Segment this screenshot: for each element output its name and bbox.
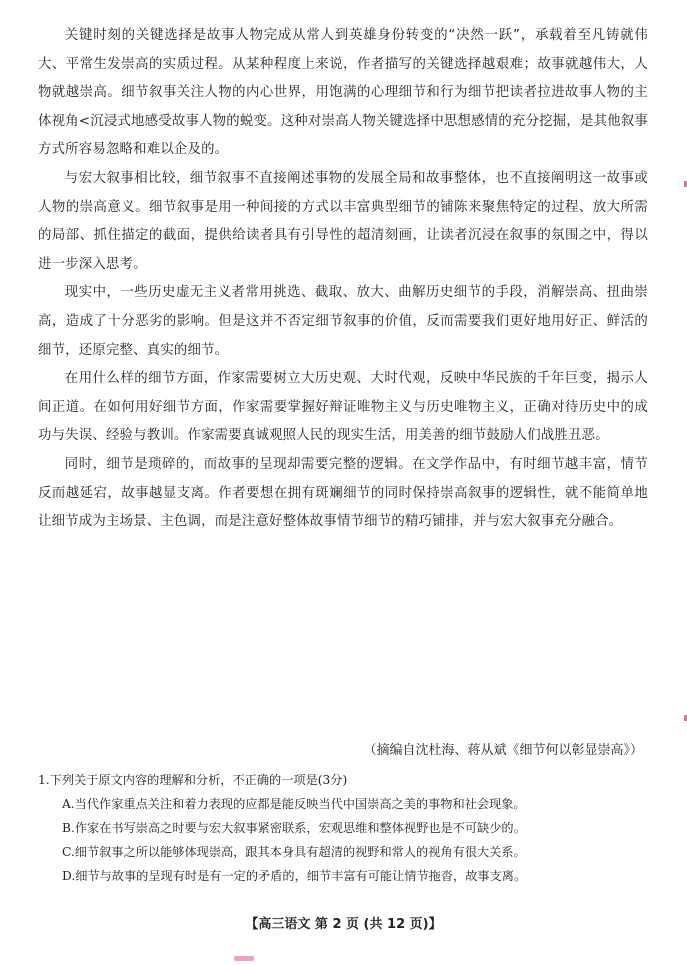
option-b: B.作家在书写崇高之时要与宏大叙事紧密联系，宏观思维和整体视野也是不可缺少的。 [62,821,526,835]
option-d: D.细节与故事的呈现有时是有一定的矛盾的，细节丰富有可能让情节拖沓，故事支离。 [62,869,527,883]
question-1 [38,768,650,888]
passage-paragraph-1: 关键时刻的关键选择是故事人物完成从常人到英雄身份转变的“决然一跃”，承载着至凡铸就伟大、平常生发崇高的实质过程。从某种程度上来说，作者描写的关键选择越艰难；故事就越伟大，人物就越崇高。细节叙事关注人物的内心世界，用饱满的心理细节和行为细节把读者拉进故事人物的主体视角<沉浸式地感受故事人物的蜕变。这种对崇高人物关键选择中思想感情的充分挖掘，是其他叙事方式所容易忽略和难以企及的。 [38,28,648,158]
source-citation: （摘编自沈杜海、蒋从斌《细节何以彰显崇高》） [363,743,643,758]
page-footer: 【高三语文 第 2 页 (共 12 页)】 [245,917,442,932]
passage-paragraph-3: 现实中，一些历史虚无主义者常用挑选、截取、放大、曲解历史细节的手段，消解崇高、扭曲崇高，造成了十分恶劣的影响。但是这并不否定细节叙事的价值，反而需要我们更好地用好正、鲜活的细节，还原完整、真实的细节。 [38,285,648,358]
passage-paragraph-5: 同时，细节是琐碎的，而故事的呈现却需要完整的逻辑。在文学作品中，有时细节越丰富，情节反而越延宕，故事越显支离。作者要想在拥有斑斓细节的同时保持崇高叙事的逻辑性，就不能简单地让细节成为主场景、主色调，而是注意好整体故事情节细节的精巧铺排，并与宏大叙事充分融合。 [38,456,648,530]
option-c: C.细节叙事之所以能够体现崇高，跟其本身具有超清的视野和常人的视角有很大关系。 [62,845,526,859]
passage-paragraph-2: 与宏大叙事相比较，细节叙事不直接阐述事物的发展全局和故事整体，也不直接阐明这一故事或人物的崇高意义。细节叙事是用一种间接的方式以丰富典型细节的铺陈来聚焦特定的过程、放大所需的局部、抓住描定的截面，提供给读者具有引导性的超清刻画，让读者沉浸在叙事的氛围之中，得以进一步深入思考。 [38,170,648,272]
option-a: A.当代作家重点关注和着力表现的应都是能反映当代中国崇高之美的事物和社会现象。 [62,797,526,811]
question-stem: 1.下列关于原文内容的理解和分析，不正确的一项是(3分) [38,773,348,787]
passage-paragraph-4: 在用什么样的细节方面，作家需要树立大历史观、大时代观，反映中华民族的千年巨变，揭示人间正道。在如何用好细节方面，作家需要掌握好辩证唯物主义与历史唯物主义，正确对待历史中的成功与失误、经验与教训。作家需要真诚观照人民的现实生活，用美善的细节鼓励人们战胜丑恶。 [38,371,648,444]
passage [38,22,648,537]
scan-smudge-mark [234,956,254,961]
